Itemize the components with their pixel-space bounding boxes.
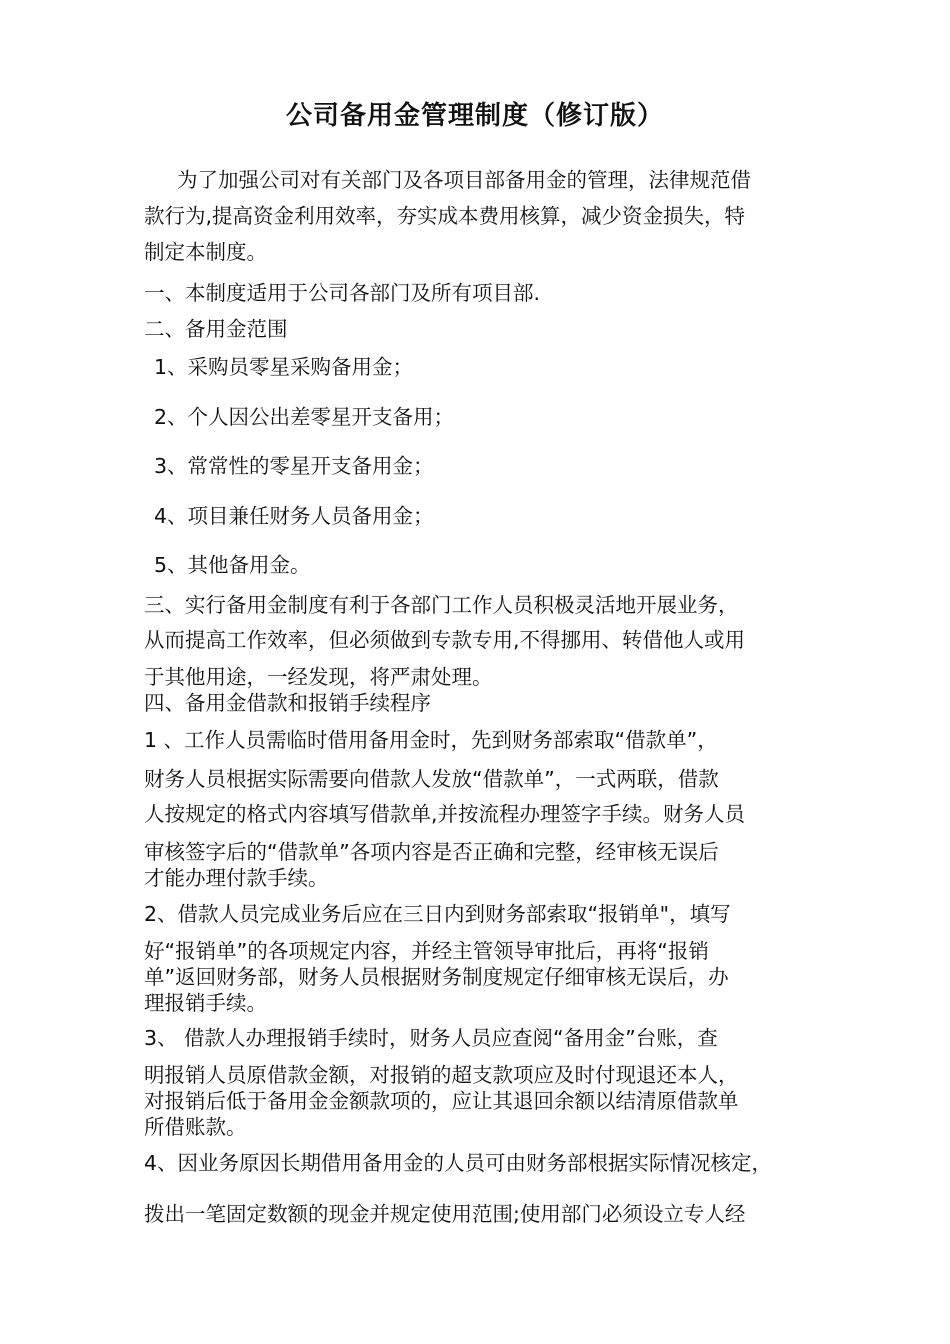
section-heading: 二、备用金范围 — [144, 317, 288, 341]
paragraph-line: 款行为,提高资金利用效率，夯实成本费用核算，减少资金损失，特 — [144, 204, 746, 228]
paragraph-line: 1 、工作人员需临时借用备用金时，先到财务部索取“借款单”， — [144, 728, 718, 752]
document-title: 公司备用金管理制度（修订版） — [285, 101, 664, 131]
list-item: 3、常常性的零星开支备用金； — [154, 454, 434, 478]
paragraph-line: 2、借款人员完成业务后应在三日内到财务部索取“报销单"，填写 — [144, 902, 731, 926]
list-item: 1、采购员零星采购备用金； — [154, 355, 414, 379]
list-item: 2、个人因公出差零星开支备用； — [154, 405, 455, 429]
paragraph-line: 明报销人员原借款金额，对报销的超支款项应及时付现退还本人， — [144, 1063, 739, 1087]
paragraph-line: 为了加强公司对有关部门及各项目部备用金的管理，法律规范借 — [177, 168, 751, 192]
paragraph-line: 制定本制度。 — [144, 240, 267, 264]
paragraph-line: 对报销后低于备用金金额款项的，应让其退回余额以结清原借款单 — [144, 1089, 739, 1113]
list-item: 5、其他备用金。 — [154, 553, 311, 577]
list-item: 4、项目兼任财务人员备用金； — [154, 504, 434, 528]
paragraph-line: 拨出一笔固定数额的现金并规定使用范围;使用部门必须设立专人经 — [144, 1202, 746, 1226]
paragraph-line: 好“报销单”的各项规定内容，并经主管领导审批后，再将“报销 — [144, 939, 709, 963]
paragraph-line: 单”返回财务部，财务人员根据财务制度规定仔细审核无误后，办 — [144, 965, 729, 989]
paragraph-line: 所借账款。 — [144, 1115, 247, 1139]
section-heading: 一、本制度适用于公司各部门及所有项目部. — [144, 281, 541, 305]
paragraph-line: 财务人员根据实际需要向借款人发放“借款单”，一式两联，借款 — [144, 767, 719, 791]
paragraph-line: 3、 借款人办理报销手续时，财务人员应查阅“备用金”台账，查 — [144, 1026, 718, 1050]
paragraph-line: 于其他用途，一经发现，将严肃处理。 — [144, 665, 493, 689]
paragraph-line: 审核签字后的“借款单”各项内容是否正确和完整，经审核无误后 — [144, 840, 719, 864]
paragraph-line: 才能办理付款手续。 — [144, 866, 329, 890]
paragraph-line: 4、因业务原因长期借用备用金的人员可由财务部根据实际情况核定， — [144, 1151, 773, 1175]
section-heading: 四、备用金借款和报销手续程序 — [144, 691, 431, 715]
paragraph-line: 理报销手续。 — [144, 991, 267, 1015]
paragraph-line: 人按规定的格式内容填写借款单,并按流程办理签字手续。财务人员 — [144, 802, 746, 826]
paragraph-line: 从而提高工作效率，但必须做到专款专用,不得挪用、转借他人或用 — [144, 628, 746, 652]
section-heading: 三、实行备用金制度有利于各部门工作人员积极灵活地开展业务， — [144, 593, 739, 617]
